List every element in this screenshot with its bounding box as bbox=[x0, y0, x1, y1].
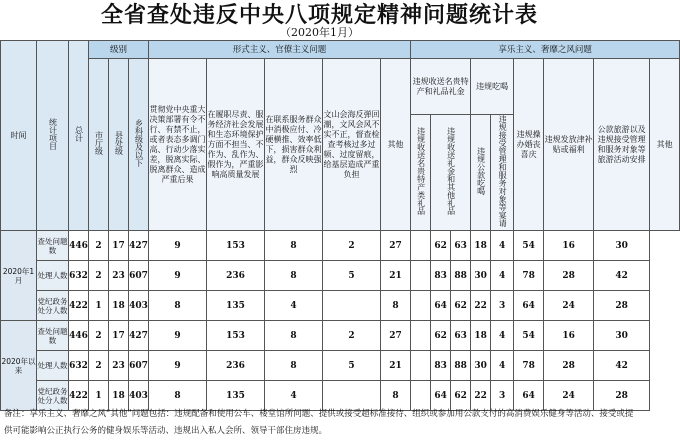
table-cell: 4 bbox=[491, 261, 514, 291]
table-cell: 64 bbox=[431, 381, 451, 411]
col-header-time: 时间 bbox=[1, 41, 37, 231]
table-cell: 403 bbox=[129, 291, 149, 321]
table-row bbox=[1, 321, 680, 351]
table-cell: 64 bbox=[514, 291, 544, 321]
group-header-hedonism: 享乐主义、奢靡之风问题 bbox=[411, 41, 680, 59]
table-cell: 27 bbox=[381, 321, 411, 351]
group-header-formalism: 形式主义、官僚主义问题 bbox=[149, 41, 411, 59]
col-header-formalism-other: 其他 bbox=[381, 59, 411, 231]
col-header-formalism-1: 贯彻党中央重大决策部署有令不行、有禁不止，或者表态多调门高、行动少落实差，脱离实际、脱离群众、造成严重后果 bbox=[149, 59, 207, 231]
table-cell: 5 bbox=[323, 351, 381, 381]
table-cell: 21 bbox=[381, 351, 411, 381]
table-cell: 64 bbox=[514, 381, 544, 411]
table-cell: 24 bbox=[544, 381, 594, 411]
table-cell: 62 bbox=[451, 381, 471, 411]
table-cell: 2 bbox=[89, 351, 109, 381]
table-cell: 422 bbox=[69, 381, 89, 411]
table-cell: 88 bbox=[451, 351, 471, 381]
table-cell: 28 bbox=[544, 261, 594, 291]
table-cell bbox=[411, 351, 431, 381]
table-cell: 4 bbox=[265, 381, 323, 411]
col-header-stat-item: 统计项目 bbox=[37, 41, 69, 231]
table-cell: 17 bbox=[109, 321, 129, 351]
period-label: 2020年以来 bbox=[1, 321, 37, 411]
table-body bbox=[1, 231, 680, 411]
table-cell bbox=[411, 321, 431, 351]
col-header-gift-money: 违规收送礼金和其他礼品 bbox=[431, 115, 471, 231]
table-cell: 62 bbox=[431, 321, 451, 351]
table-cell: 8 bbox=[149, 291, 207, 321]
table-cell: 1 bbox=[89, 291, 109, 321]
table-cell: 18 bbox=[471, 231, 491, 261]
table-cell: 30 bbox=[471, 261, 491, 291]
page-title: 全省查处违反中央八项规定精神问题统计表 bbox=[100, 2, 538, 28]
table-cell: 28 bbox=[594, 381, 650, 411]
table-cell: 54 bbox=[514, 231, 544, 261]
table-cell: 83 bbox=[431, 261, 451, 291]
table-cell: 2 bbox=[323, 321, 381, 351]
table-cell: 1 bbox=[89, 381, 109, 411]
table-cell: 88 bbox=[451, 261, 471, 291]
period-label: 2020年1月 bbox=[1, 231, 37, 321]
table-cell: 63 bbox=[451, 231, 471, 261]
table-cell: 135 bbox=[207, 381, 265, 411]
col-header-formalism-3: 在联系服务群众中消极应付、冷硬横推、效率低下，损害群众利益，群众反映强烈 bbox=[265, 59, 323, 231]
table-cell: 9 bbox=[149, 351, 207, 381]
table-cell: 24 bbox=[544, 291, 594, 321]
table-cell bbox=[411, 291, 431, 321]
statistics-table bbox=[0, 40, 680, 411]
table-cell: 78 bbox=[514, 261, 544, 291]
table-cell: 8 bbox=[149, 381, 207, 411]
table-cell: 8 bbox=[381, 381, 411, 411]
col-header-level-county: 县处级 bbox=[109, 59, 129, 231]
table-cell: 607 bbox=[129, 351, 149, 381]
table-cell: 30 bbox=[594, 321, 650, 351]
table-cell: 30 bbox=[594, 231, 650, 261]
table-cell: 153 bbox=[207, 231, 265, 261]
table-cell: 8 bbox=[265, 351, 323, 381]
table-cell: 446 bbox=[69, 231, 89, 261]
col-header-eating-public: 违规公款吃喝 bbox=[471, 115, 491, 231]
row-label: 查处问题数 bbox=[37, 321, 69, 351]
col-header-gift: 违规收送名贵特产和礼品礼金 bbox=[411, 59, 471, 115]
table-cell: 9 bbox=[149, 231, 207, 261]
table-row bbox=[1, 291, 680, 321]
table-cell: 27 bbox=[381, 231, 411, 261]
row-label: 处理人数 bbox=[37, 261, 69, 291]
table-row bbox=[1, 351, 680, 381]
table-cell bbox=[411, 231, 431, 261]
group-header-level: 级别 bbox=[89, 41, 149, 59]
table-cell: 2 bbox=[323, 231, 381, 261]
table-cell: 427 bbox=[129, 321, 149, 351]
col-header-eating-banquet: 违规接受管理和服务对象等宴请 bbox=[491, 115, 514, 231]
table-cell: 17 bbox=[109, 231, 129, 261]
table-cell: 22 bbox=[471, 291, 491, 321]
table-cell: 62 bbox=[451, 291, 471, 321]
table-cell: 83 bbox=[431, 351, 451, 381]
footnote: 备注：享乐主义、奢靡之风“其他”问题包括：违规配备和使用公车、楼堂馆所问题、提供或接受超标准接待、组织或参加用公款支付的高消费娱乐健身等活动、接受或提供可能影响公正执行公务的健身娱乐等活动、违规出入私人会所、领导干部住房违规。 bbox=[4, 409, 634, 436]
table-cell: 28 bbox=[594, 291, 650, 321]
table-cell: 607 bbox=[129, 261, 149, 291]
table-cell: 632 bbox=[69, 351, 89, 381]
table-cell: 22 bbox=[471, 381, 491, 411]
table-cell: 63 bbox=[451, 321, 471, 351]
table-cell: 42 bbox=[594, 261, 650, 291]
page-subtitle: （2020年1月） bbox=[280, 26, 359, 39]
col-header-wedding-funeral: 违规操办婚丧喜庆 bbox=[514, 59, 544, 231]
table-cell: 23 bbox=[109, 351, 129, 381]
col-header-tourism: 公款旅游以及违规接受管理和服务对象等旅游活动安排 bbox=[594, 59, 650, 231]
table-cell: 9 bbox=[149, 261, 207, 291]
table-cell: 30 bbox=[471, 351, 491, 381]
table-cell: 236 bbox=[207, 261, 265, 291]
table-cell: 2 bbox=[89, 231, 109, 261]
table-cell: 18 bbox=[471, 321, 491, 351]
col-header-total: 总计 bbox=[69, 41, 89, 231]
col-header-hedonism-other: 其他 bbox=[650, 59, 680, 231]
col-header-gift-specialty: 违规收送名贵特产类礼品 bbox=[411, 115, 431, 231]
table-cell: 2 bbox=[89, 321, 109, 351]
table-row bbox=[1, 261, 680, 291]
table-cell: 5 bbox=[323, 261, 381, 291]
table-cell: 21 bbox=[381, 261, 411, 291]
row-label: 党纪政务处分人数 bbox=[37, 381, 69, 411]
table-cell: 18 bbox=[109, 381, 129, 411]
table-cell: 18 bbox=[109, 291, 129, 321]
table-cell: 54 bbox=[514, 321, 544, 351]
row-label: 查处问题数 bbox=[37, 231, 69, 261]
table-cell: 4 bbox=[265, 291, 323, 321]
table-cell: 16 bbox=[544, 321, 594, 351]
table-cell: 236 bbox=[207, 351, 265, 381]
table-cell: 135 bbox=[207, 291, 265, 321]
table-cell: 62 bbox=[431, 231, 451, 261]
table-cell: 28 bbox=[544, 351, 594, 381]
table-cell: 16 bbox=[544, 231, 594, 261]
col-header-level-city: 市厅级 bbox=[89, 59, 109, 231]
table-cell: 8 bbox=[265, 261, 323, 291]
table-cell: 8 bbox=[265, 321, 323, 351]
row-label: 党纪政务处分人数 bbox=[37, 291, 69, 321]
table-row bbox=[1, 231, 680, 261]
col-header-subsidy: 违规发放津补贴或福利 bbox=[544, 59, 594, 231]
row-label: 处理人数 bbox=[37, 351, 69, 381]
table-cell: 4 bbox=[491, 351, 514, 381]
table-cell: 4 bbox=[491, 231, 514, 261]
table-cell: 23 bbox=[109, 261, 129, 291]
col-header-eating: 违规吃喝 bbox=[471, 59, 514, 115]
table-cell: 3 bbox=[491, 291, 514, 321]
col-header-formalism-2: 在履职尽责、服务经济社会发展和生态环境保护方面不担当、不作为、乱作为、假作为，严重影响高质量发展 bbox=[207, 59, 265, 231]
col-header-formalism-4: 文山会海反弹回潮，文风会风不实不正，督查检查考核过多过频、过度留痕，给基层造成严重负担 bbox=[323, 59, 381, 231]
table-cell: 403 bbox=[129, 381, 149, 411]
table-cell: 78 bbox=[514, 351, 544, 381]
table-cell: 153 bbox=[207, 321, 265, 351]
table-cell: 64 bbox=[431, 291, 451, 321]
table-cell: 2 bbox=[89, 261, 109, 291]
table-cell: 8 bbox=[381, 291, 411, 321]
table-cell bbox=[323, 291, 381, 321]
table-cell: 42 bbox=[594, 351, 650, 381]
table-cell: 3 bbox=[491, 381, 514, 411]
table-cell bbox=[411, 261, 431, 291]
table-cell: 8 bbox=[265, 231, 323, 261]
table-cell: 446 bbox=[69, 321, 89, 351]
table-cell: 632 bbox=[69, 261, 89, 291]
table-cell: 4 bbox=[491, 321, 514, 351]
table-cell: 427 bbox=[129, 231, 149, 261]
table-cell: 422 bbox=[69, 291, 89, 321]
col-header-level-township: 乡科级及以下 bbox=[129, 59, 149, 231]
table-cell: 9 bbox=[149, 321, 207, 351]
